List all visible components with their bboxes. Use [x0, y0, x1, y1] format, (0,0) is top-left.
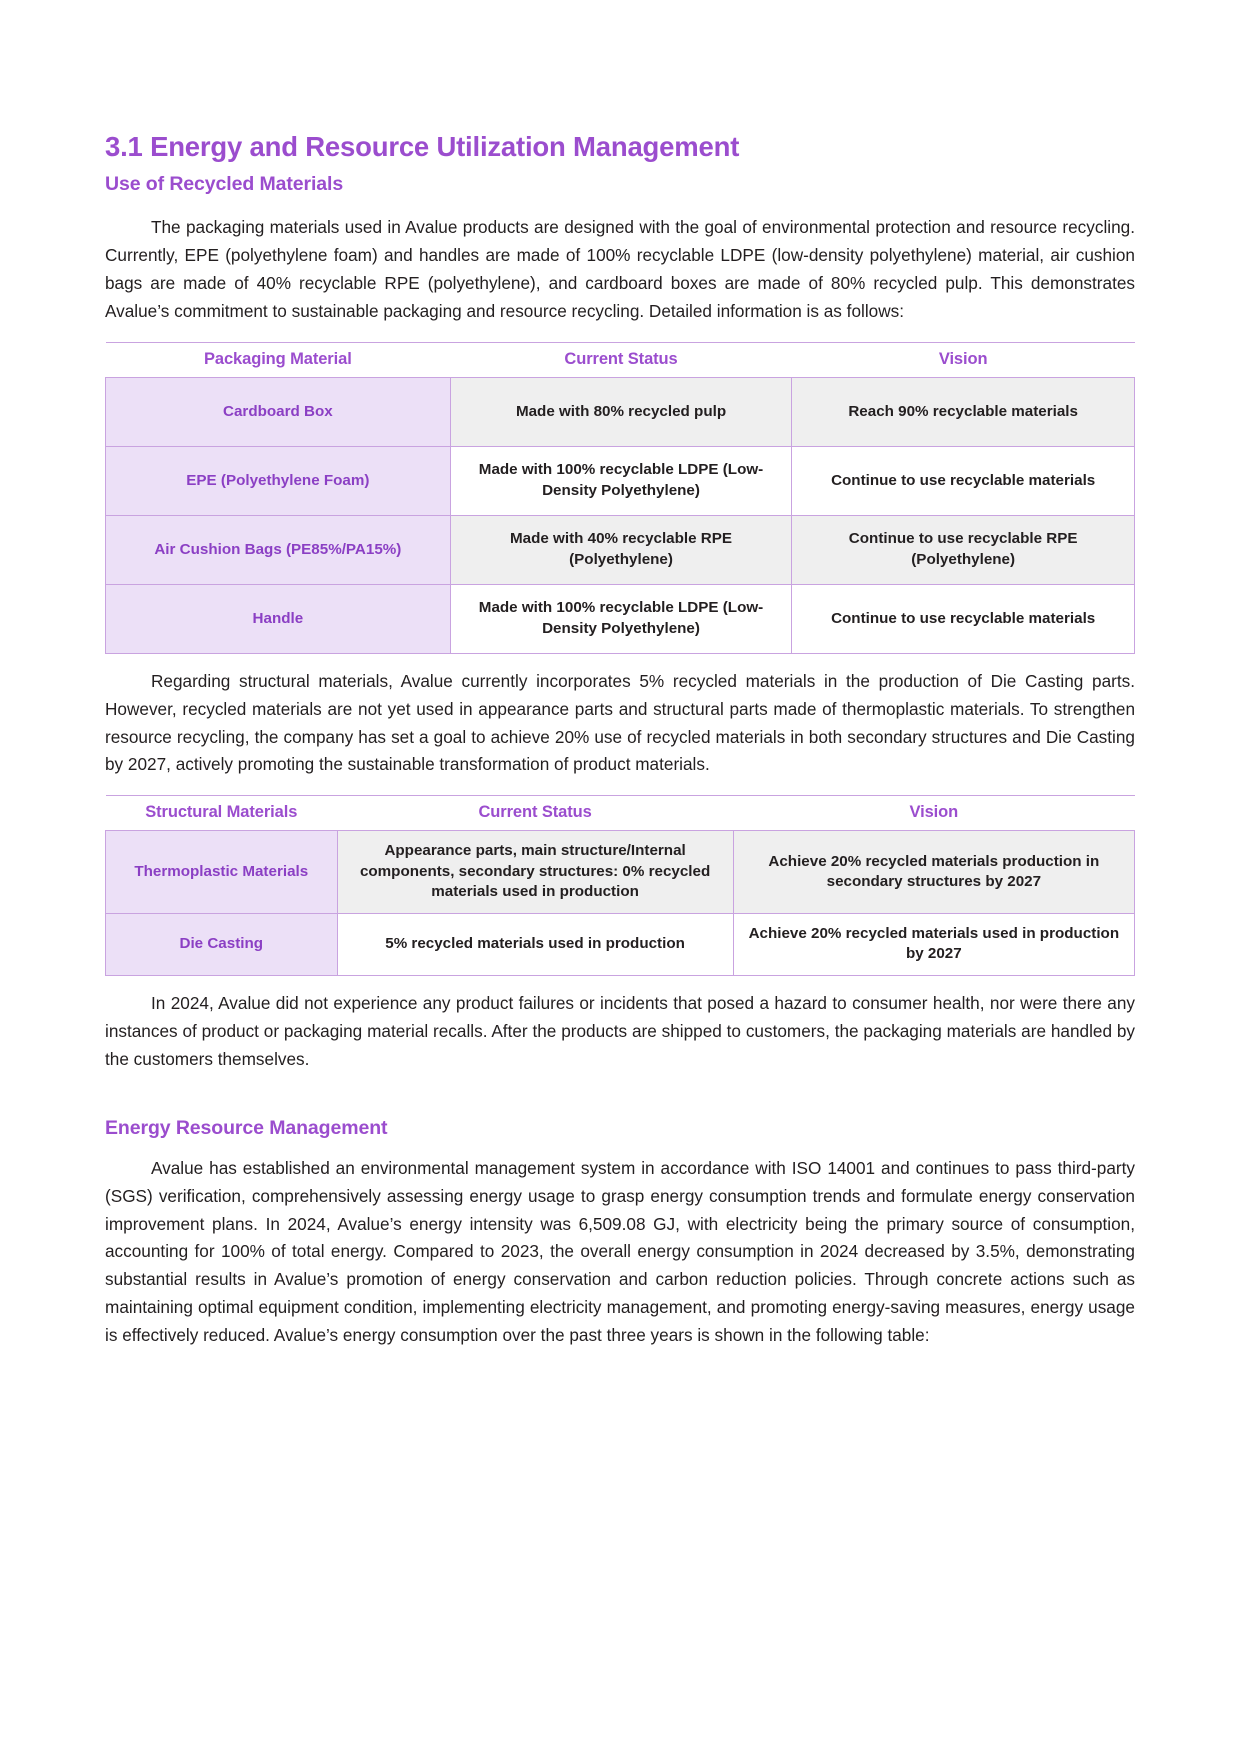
packaging-materials-table [105, 342, 1135, 654]
paragraph-packaging-intro: The packaging materials used in Avalue products are designed with the goal of environmental protection and resource recycling. Currently, EPE (polyethylene foam) and handles are made of 100% recyclable LDPE (low-density polyethylene) material, air cushion bags are made of 40% recyclable RPE (polyethylene), and cardboard boxes are made of 80% recycled pulp. This demonstrates Avalue’s commitment to sustainable packaging and resource recycling. Detailed information is as follows: [105, 217, 1135, 321]
cell-material: Thermoplastic Materials [106, 831, 338, 914]
cell-vision: Continue to use recyclable materials [792, 584, 1135, 653]
column-header-structural-materials: Structural Materials [106, 796, 338, 831]
column-header-vision: Vision [792, 342, 1135, 377]
column-header-current-status: Current Status [450, 342, 792, 377]
structural-materials-table [105, 795, 1135, 976]
table-row [106, 913, 1135, 975]
cell-vision: Achieve 20% recycled materials used in production by 2027 [733, 913, 1134, 975]
table-row [106, 584, 1135, 653]
cell-material: Die Casting [106, 913, 338, 975]
cell-material: Air Cushion Bags (PE85%/PA15%) [106, 515, 451, 584]
cell-material: Cardboard Box [106, 377, 451, 446]
column-header-vision: Vision [733, 796, 1134, 831]
cell-current-status: Made with 80% recycled pulp [450, 377, 792, 446]
subheading-energy-resource-management: Energy Resource Management [105, 1117, 388, 1140]
cell-current-status: Appearance parts, main structure/Internal components, secondary structures: 0% recycled materials used in production [337, 831, 733, 914]
cell-current-status: Made with 100% recyclable LDPE (Low-Density Polyethylene) [450, 584, 792, 653]
cell-current-status: Made with 40% recyclable RPE (Polyethylene) [450, 515, 792, 584]
cell-current-status: Made with 100% recyclable LDPE (Low-Density Polyethylene) [450, 446, 792, 515]
table-row [106, 446, 1135, 515]
column-header-current-status: Current Status [337, 796, 733, 831]
paragraph-product-safety: In 2024, Avalue did not experience any product failures or incidents that posed a hazard to consumer health, nor were there any instances of product or packaging material recalls. After the products are shipped to customers, the packaging materials are handled by the customers themselves. [105, 992, 1135, 1069]
cell-vision: Reach 90% recyclable materials [792, 377, 1135, 446]
column-header-packaging-material: Packaging Material [106, 342, 451, 377]
table-row [106, 515, 1135, 584]
cell-material: EPE (Polyethylene Foam) [106, 446, 451, 515]
cell-vision: Achieve 20% recycled materials production in secondary structures by 2027 [733, 831, 1134, 914]
page-title: 3.1 Energy and Resource Utilization Management [105, 131, 740, 162]
table-row [106, 377, 1135, 446]
cell-vision: Continue to use recyclable RPE (Polyethylene) [792, 515, 1135, 584]
cell-vision: Continue to use recyclable materials [792, 446, 1135, 515]
cell-material: Handle [106, 584, 451, 653]
paragraph-structural-intro: Regarding structural materials, Avalue currently incorporates 5% recycled materials in the production of Die Casting parts. However, recycled materials are not yet used in appearance parts and structural parts made of thermoplastic materials. To strengthen resource recycling, the company has set a goal to achieve 20% use of recycled materials in both secondary structures and Die Casting by 2027, actively promoting the sustainable transformation of product materials. [105, 670, 1135, 775]
table-header-row [106, 796, 1135, 831]
cell-current-status: 5% recycled materials used in production [337, 913, 733, 975]
table-row [106, 831, 1135, 914]
paragraph-energy-management: Avalue has established an environmental management system in accordance with ISO 14001 and continues to pass third-party (SGS) verification, comprehensively assessing energy usage to grasp energy consumption trends and formulate energy conservation improvement plans. In 2024, Avalue’s energy intensity was 6,509.08 GJ, with electricity being the primary source of consumption, accounting for 100% of total energy. Compared to 2023, the overall energy consumption in 2024 decreased by 3.5%, demonstrating substantial results in Avalue’s promotion of energy conservation and carbon reduction policies. Through concrete actions such as maintaining optimal equipment condition, implementing electricity management, and promoting energy-saving measures, energy usage is effectively reduced. Avalue’s energy consumption over the past three years is shown in the following table: [105, 1157, 1135, 1345]
table-header-row [106, 342, 1135, 377]
subheading-use-of-recycled-materials: Use of Recycled Materials [105, 173, 344, 195]
